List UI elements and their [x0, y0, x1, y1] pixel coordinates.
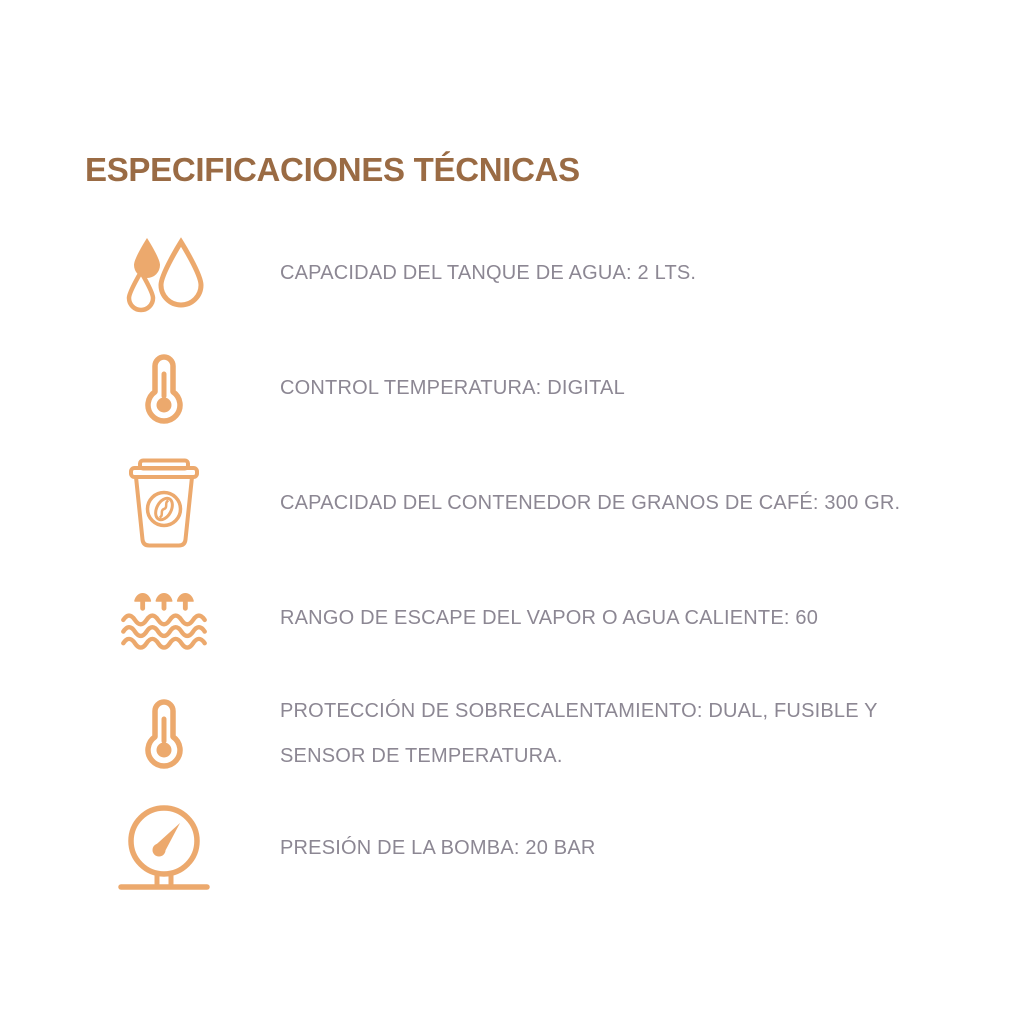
page-title: ESPECIFICACIONES TÉCNICAS: [85, 151, 580, 188]
thermometer-icon: [140, 353, 188, 425]
thermometer-icon: [140, 696, 188, 772]
coffee-cup-icon: [126, 458, 202, 550]
spec-row-overheat-protection: [85, 676, 945, 791]
icon-cell: [85, 696, 243, 772]
pressure-gauge-icon: [116, 803, 212, 895]
spec-row-pump-pressure: [85, 791, 945, 906]
icon-cell: [85, 353, 243, 425]
steam-icon: [120, 587, 208, 651]
spec-list: [85, 216, 945, 906]
spec-row-water-tank: [85, 216, 945, 331]
spec-text: CAPACIDAD DEL CONTENEDOR DE GRANOS DE CAFÉ: 300 GR.: [280, 492, 901, 514]
spec-row-temperature-control: [85, 331, 945, 446]
spec-text: PROTECCIÓN DE SOBRECALENTAMIENTO: DUAL, FUSIBLE Y SENSOR DE TEMPERATURA.: [280, 699, 878, 767]
spec-text: PRESIÓN DE LA BOMBA: 20 BAR: [280, 837, 596, 859]
icon-cell: [85, 803, 243, 895]
spec-text: RANGO DE ESCAPE DEL VAPOR O AGUA CALIENTE: 60: [280, 607, 819, 629]
spec-text: CONTROL TEMPERATURA: DIGITAL: [280, 377, 625, 399]
water-drops-icon: [120, 232, 208, 316]
spec-text: CAPACIDAD DEL TANQUE DE AGUA: 2 LTS.: [280, 262, 697, 284]
icon-cell: [85, 232, 243, 316]
icon-cell: [85, 587, 243, 651]
icon-cell: [85, 458, 243, 550]
spec-row-bean-container: [85, 446, 945, 561]
spec-row-steam-escape: [85, 561, 945, 676]
